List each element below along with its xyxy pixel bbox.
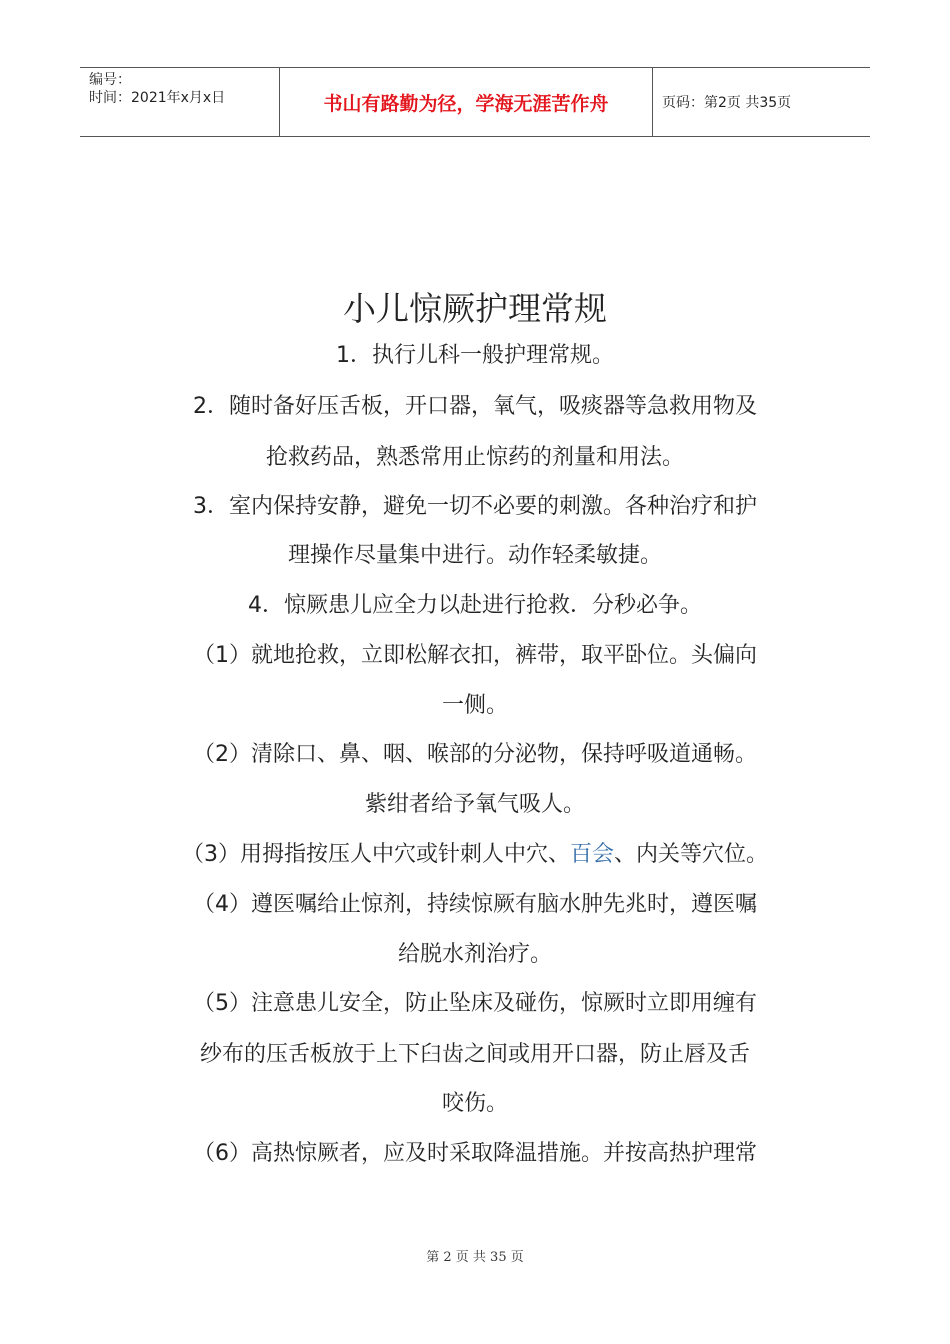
page-footer: 第 2 页 共 35 页	[426, 1250, 524, 1265]
acupoint-text-before: （3）用拇指按压人中穴或针刺人中穴、	[181, 842, 570, 867]
body-line: 抢救药品，熟悉常用止惊药的剂量和用法。	[265, 445, 684, 470]
body-line: 理操作尽量集中进行。动作轻柔敏捷。	[287, 543, 662, 568]
document-title: 小儿惊厥护理常规	[343, 289, 607, 328]
header-motto: 书山有路勤为径，学海无涯苦作舟	[280, 68, 653, 136]
body-line: 4．惊厥患儿应全力以赴进行抢救．分秒必争。	[248, 593, 702, 618]
body-line-acupoints	[0, 840, 950, 870]
body-line: （5）注意患儿安全，防止坠床及碰伤，惊厥时立即用缠有	[193, 991, 757, 1016]
header-meta-cell	[80, 68, 280, 136]
body-line: （4）遵医嘱给止惊剂，持续惊厥有脑水肿先兆时，遵医嘱	[193, 892, 757, 917]
header-page-info: 页码：第2页 共35页	[662, 95, 792, 111]
body-line: 1．执行儿科一般护理常规。	[336, 343, 614, 368]
body-line: 咬伤。	[441, 1091, 508, 1116]
body-line: （2）清除口、鼻、咽、喉部的分泌物，保持呼吸道通畅。	[193, 742, 757, 767]
body-line: （1）就地抢救，立即松解衣扣，裤带，取平卧位。头偏向	[193, 643, 757, 668]
body-line: 2．随时备好压舌板，开口器，氧气，吸痰器等急救用物及	[193, 394, 757, 419]
time-label: 时间：2021年x月x日	[89, 90, 226, 106]
baihui-link[interactable]: 百会	[569, 842, 614, 867]
body-line: 纱布的压舌板放于上下臼齿之间或用开口器，防止唇及舌	[199, 1042, 750, 1067]
body-line: 紫绀者给予氧气吸人。	[364, 792, 585, 817]
acupoint-text-after: 、内关等穴位。	[614, 842, 769, 867]
document-header	[80, 67, 870, 137]
body-line: （6）高热惊厥者，应及时采取降温措施。并按高热护理常	[193, 1141, 757, 1166]
body-line: 3．室内保持安静，避免一切不必要的刺激。各种治疗和护	[193, 494, 757, 519]
body-line: 给脱水剂治疗。	[397, 942, 552, 967]
code-label: 编号：	[89, 72, 131, 88]
body-line: 一侧。	[441, 693, 508, 718]
